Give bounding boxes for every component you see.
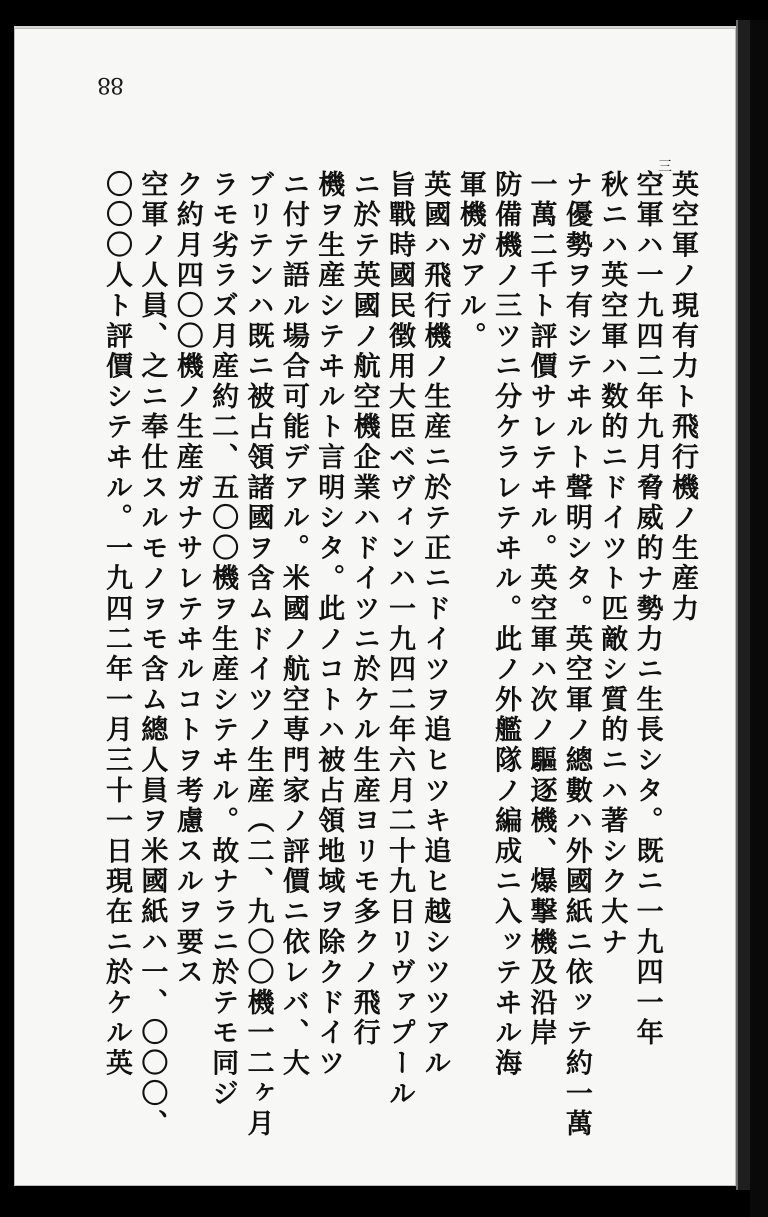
page-number: 88 <box>98 72 124 97</box>
dark-background-edge <box>750 20 768 1217</box>
text-column: 空軍ノ人員、之ニ奉仕スルモノヲモ含ム總人員ヲ米國紙ハ一、〇〇〇、 <box>136 170 168 1140</box>
text-column: ラモ劣ラズ月産約二、五〇〇機ヲ生産シテヰル。故ナラニ於テモ同ジ <box>207 170 239 1110</box>
text-column: 英空軍ノ現有力ト飛行機ノ生産力 <box>667 170 698 625</box>
text-column: 防備機ノ三ツニ分ケラレテヰル。此ノ外艦隊ノ編成ニ入ッテヰル海 <box>490 170 522 1079</box>
text-column: 軍機ガアル。 <box>454 170 486 352</box>
text-column: 一萬二千ト評價サレテヰル。英空軍ハ次ノ驅逐機、爆撃機及沿岸 <box>525 170 557 1049</box>
text-column: 英國ハ飛行機ノ生産ニ於テ正ニドイツヲ追ヒツキ追ヒ越シツツアル <box>419 170 451 1079</box>
text-column: ブリテンハ既ニ被占領諸國ヲ含ムドイツノ生産（二、九〇〇機一二ヶ月 <box>242 170 274 1140</box>
text-column: ク約月四〇〇機ノ生産ガナサレテヰルコトヲ考慮スルヲ要ス <box>171 170 203 989</box>
text-column: 旨戰時國民徴用大臣ベヴィンハ一九四二年六月二十九日リヴァプール <box>384 170 415 1110</box>
text-column: 秋ニハ英空軍ハ数的ニドイツト匹敵シ質的ニハ著シク大ナ <box>596 170 628 958</box>
text-column: 〇〇〇人ト評價シテヰル。一九四二年一月三十一日現在ニ於ケル英 <box>101 170 132 1079</box>
text-column: ニ於テ英國ノ航空機企業ハドイツニ於ケル生産ヨリモ多クノ飛行 <box>348 170 380 1049</box>
text-column: 機ヲ生産シテヰルト言明シタ。此ノコトハ被占領地域ヲ除クドイツ <box>313 170 345 1079</box>
text-column: ナ優勢ヲ有シテヰルト聲明シタ。英空軍ノ總數ハ外國紙ニ依ッテ約一萬 <box>560 170 592 1140</box>
vertical-text-block <box>96 170 698 1140</box>
section-mark: 三 <box>658 159 672 175</box>
text-column: 空軍ハ一九四二年九月脅威的ナ勢力ニ生長シタ。既ニ一九四一年 <box>631 170 663 1049</box>
text-column: ニ付テ語ル場合可能デアル。米國ノ航空専門家ノ評價ニ依レバ、大 <box>277 170 309 1079</box>
